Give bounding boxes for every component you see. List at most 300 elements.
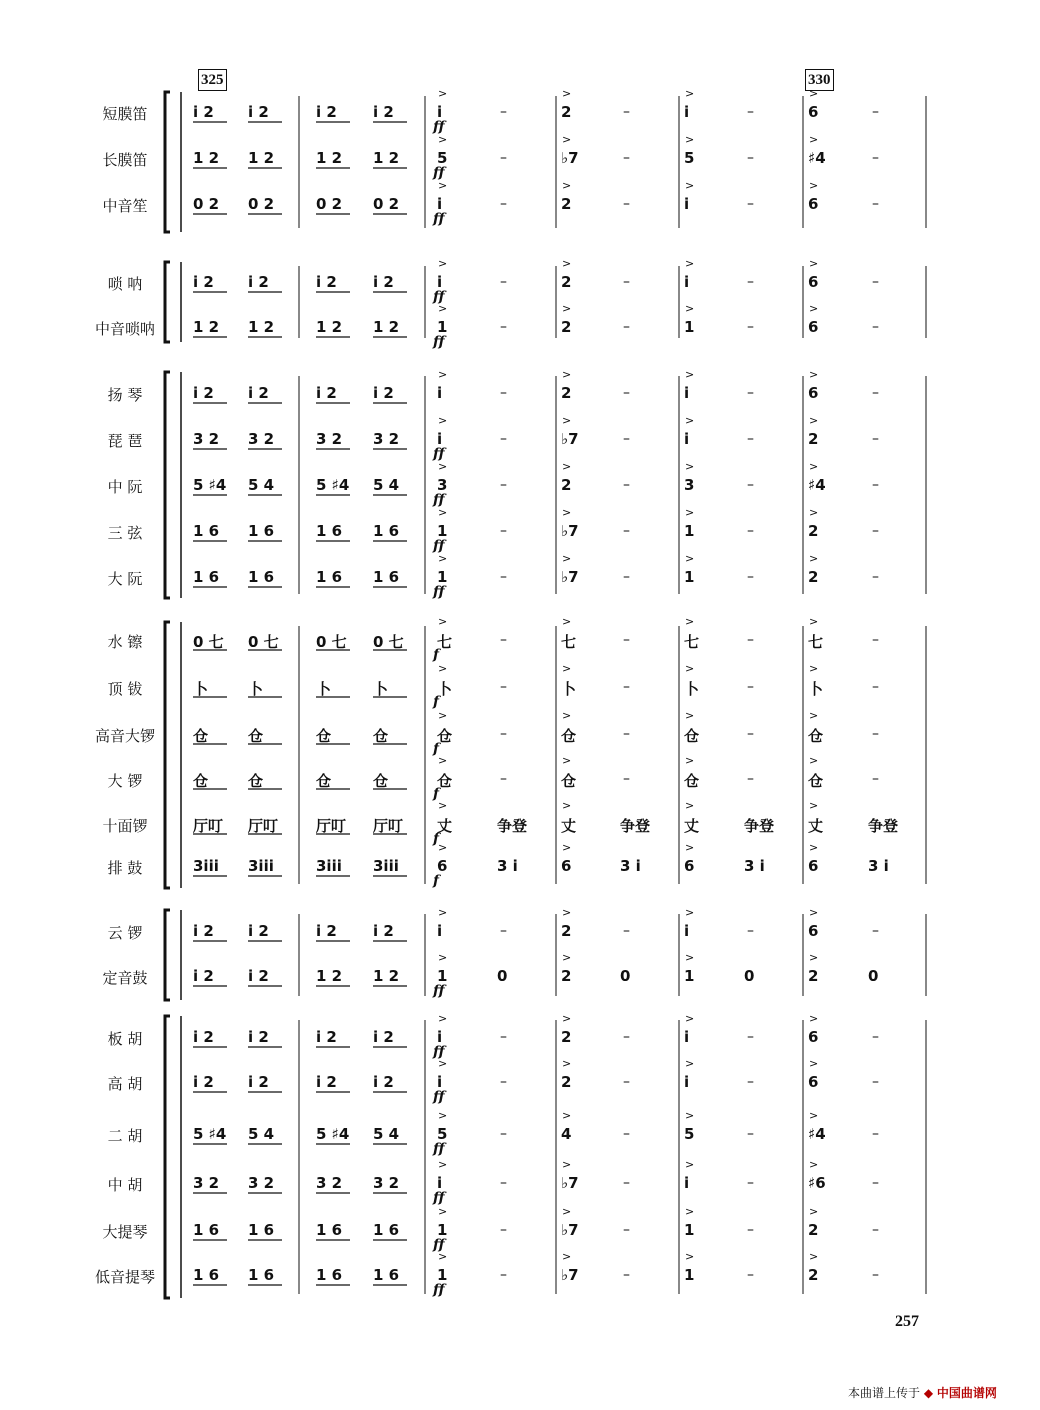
rest-dash: – (623, 150, 630, 166)
note-cell: 0 七 (248, 633, 279, 651)
note-cell: 1 6 (373, 1221, 400, 1239)
dynamic-marking: ff (433, 584, 445, 600)
rest-dash: – (872, 1175, 879, 1191)
instrument-name: 十面锣 (102, 817, 148, 835)
rest-dash: – (500, 150, 507, 166)
accent-mark: > (562, 951, 572, 964)
accent-mark: > (562, 906, 572, 919)
note-cell: 1 6 (248, 1266, 275, 1284)
instrument-name: 中音唢呐 (94, 320, 155, 338)
note-cell: 0 2 (373, 195, 400, 213)
dynamic-marking: f (433, 647, 440, 663)
note-cell: 3 2 (248, 1174, 275, 1192)
accent-mark: > (685, 1250, 695, 1263)
note-cell: i 2 (193, 967, 214, 985)
instrument-name: 大提琴 (102, 1223, 148, 1241)
accent-mark: > (562, 709, 572, 722)
accent-mark: > (562, 1109, 572, 1122)
accent-mark: > (685, 552, 695, 565)
dynamic-marking: ff (433, 1190, 445, 1206)
note-cell: ♭7 (561, 522, 579, 540)
note-cell: 仓 (808, 727, 824, 745)
accent-mark: > (809, 133, 819, 146)
note-cell: 仓 (316, 727, 332, 745)
rest-dash: – (500, 632, 507, 648)
rest-dash: – (500, 679, 507, 695)
rest-dash: – (500, 923, 507, 939)
rest-dash: – (500, 523, 507, 539)
instrument-name: 排 鼓 (107, 859, 143, 877)
instrument-name: 三 弦 (107, 524, 143, 542)
instrument-name: 板 胡 (107, 1030, 143, 1048)
accent-mark: > (809, 799, 819, 812)
note-cell: i 2 (373, 273, 394, 291)
note-cell: 2 (561, 384, 572, 402)
note-cell: ♭7 (561, 1221, 579, 1239)
note-cell: 仓 (808, 772, 824, 790)
accent-mark: > (685, 1158, 695, 1171)
dynamic-marking: ff (433, 165, 445, 181)
rest-dash: – (623, 569, 630, 585)
note-cell: i 2 (248, 1073, 269, 1091)
dynamic-marking: f (433, 786, 440, 802)
note-cell: 5 (684, 1125, 695, 1143)
accent-mark: > (685, 1205, 695, 1218)
note-cell: 3iii (248, 857, 274, 875)
instrument-name: 琵 琶 (107, 432, 143, 450)
accent-mark: > (809, 460, 819, 473)
accent-mark: > (809, 1158, 819, 1171)
accent-mark: > (438, 709, 448, 722)
rest-dash: – (623, 319, 630, 335)
note-cell: i 2 (193, 1073, 214, 1091)
note-cell: 2 (808, 430, 819, 448)
rest-dash: – (872, 274, 879, 290)
accent-mark: > (809, 615, 819, 628)
accent-mark: > (809, 906, 819, 919)
site-logo-icon: ◆ (923, 1386, 934, 1400)
accent-mark: > (438, 552, 448, 565)
dynamic-marking: ff (433, 1282, 445, 1298)
accent-mark: > (685, 799, 695, 812)
note-cell: ♭7 (561, 1266, 579, 1284)
note-cell: i 2 (316, 1073, 337, 1091)
accent-mark: > (685, 906, 695, 919)
note-cell: 厅叮 (248, 817, 279, 835)
rest-dash: – (623, 726, 630, 742)
dynamic-marking: ff (433, 211, 445, 227)
note-cell: 仓 (437, 772, 453, 790)
dynamic-marking: ff (433, 446, 445, 462)
note-cell: i (437, 1174, 443, 1192)
note-cell: 1 6 (373, 522, 400, 540)
note-cell: 仓 (684, 772, 700, 790)
note-cell: i (684, 195, 690, 213)
accent-mark: > (809, 951, 819, 964)
note-cell: 1 2 (193, 149, 220, 167)
rest-dash: – (747, 569, 754, 585)
accent-mark: > (562, 1158, 572, 1171)
note-cell: i 2 (373, 103, 394, 121)
note-cell: i 2 (193, 273, 214, 291)
note-cell: 0 2 (248, 195, 275, 213)
note-cell: 卜 (316, 680, 332, 698)
measure-number-330: 330 (805, 69, 834, 91)
note-cell: 七 (437, 633, 453, 651)
note-cell: i 2 (316, 273, 337, 291)
dynamic-marking: ff (433, 983, 445, 999)
note-cell: 3 2 (193, 430, 220, 448)
note-cell: 5 4 (373, 1125, 400, 1143)
instrument-name: 云 锣 (107, 924, 143, 942)
rest-dash: – (623, 923, 630, 939)
note-cell: 0 2 (316, 195, 343, 213)
note-cell: 2 (561, 318, 572, 336)
rest-dash: – (500, 196, 507, 212)
note-cell: 仓 (248, 727, 264, 745)
rest-dash: – (872, 1074, 879, 1090)
accent-mark: > (562, 662, 572, 675)
rest-dash: – (623, 385, 630, 401)
note-cell: 仓 (684, 727, 700, 745)
accent-mark: > (685, 1109, 695, 1122)
note-cell: 2 (561, 922, 572, 940)
note-cell: 1 (437, 967, 448, 985)
note-cell: 仓 (373, 772, 389, 790)
accent-mark: > (438, 368, 448, 381)
note-cell: 5 (437, 149, 448, 167)
accent-mark: > (809, 87, 819, 100)
note-cell: i 2 (248, 103, 269, 121)
note-cell-extra: 争登 (497, 817, 528, 835)
accent-mark: > (438, 841, 448, 854)
note-cell: i (437, 922, 443, 940)
rest-dash: – (747, 1222, 754, 1238)
rest-dash: – (623, 431, 630, 447)
note-cell: 2 (561, 103, 572, 121)
note-cell: 1 6 (316, 568, 343, 586)
note-cell: 厅叮 (316, 817, 347, 835)
accent-mark: > (685, 662, 695, 675)
instrument-name: 顶 钹 (107, 680, 143, 698)
note-cell: 6 (808, 922, 819, 940)
note-cell: 5 ♯4 (193, 1125, 227, 1143)
instrument-name: 扬 琴 (107, 386, 143, 404)
rest-dash: – (872, 632, 879, 648)
rest-dash: – (500, 1175, 507, 1191)
accent-mark: > (562, 460, 572, 473)
dynamic-marking: ff (433, 1141, 445, 1157)
dynamic-marking: ff (433, 1237, 445, 1253)
note-cell: 6 (437, 857, 448, 875)
note-cell: i (684, 273, 690, 291)
note-cell: 卜 (248, 680, 264, 698)
rest-dash: – (623, 1029, 630, 1045)
accent-mark: > (562, 368, 572, 381)
note-cell: 1 (684, 568, 695, 586)
note-cell: i (684, 1028, 690, 1046)
accent-mark: > (685, 754, 695, 767)
note-cell: 1 (437, 1221, 448, 1239)
note-cell: i (684, 922, 690, 940)
instrument-name: 长膜笛 (102, 151, 148, 169)
instrument-name: 中 胡 (107, 1176, 143, 1194)
accent-mark: > (809, 257, 819, 270)
accent-mark: > (562, 414, 572, 427)
note-cell: 1 (684, 967, 695, 985)
note-cell: 丈 (437, 817, 453, 835)
note-cell: 1 2 (373, 967, 400, 985)
note-cell: 丈 (684, 817, 700, 835)
rest-dash: – (747, 726, 754, 742)
note-cell: 1 2 (248, 318, 275, 336)
accent-mark: > (562, 133, 572, 146)
note-cell: 1 2 (316, 967, 343, 985)
accent-mark: > (438, 133, 448, 146)
rest-dash: – (500, 431, 507, 447)
accent-mark: > (562, 799, 572, 812)
rest-dash: – (872, 679, 879, 695)
accent-mark: > (685, 1012, 695, 1025)
rest-dash: – (872, 431, 879, 447)
rest-dash: – (623, 1074, 630, 1090)
note-cell: 3iii (316, 857, 342, 875)
note-cell: 6 (808, 318, 819, 336)
note-cell: 1 2 (373, 318, 400, 336)
note-cell-extra: 3 i (620, 857, 641, 875)
note-cell: i 2 (248, 1028, 269, 1046)
rest-dash: – (623, 1175, 630, 1191)
note-cell: i 2 (193, 922, 214, 940)
dynamic-marking: ff (433, 1089, 445, 1105)
rest-dash: – (623, 523, 630, 539)
accent-mark: > (809, 1205, 819, 1218)
accent-mark: > (438, 460, 448, 473)
rest-dash: – (872, 477, 879, 493)
note-cell: i 2 (316, 384, 337, 402)
accent-mark: > (685, 133, 695, 146)
note-cell: i (684, 430, 690, 448)
rest-dash: – (500, 1029, 507, 1045)
note-cell: 1 6 (373, 1266, 400, 1284)
note-cell: 6 (808, 1073, 819, 1091)
dynamic-marking: ff (433, 538, 445, 554)
note-cell: 5 4 (373, 476, 400, 494)
accent-mark: > (438, 1158, 448, 1171)
note-cell: 仓 (316, 772, 332, 790)
instrument-name: 大 锣 (107, 772, 143, 790)
note-cell: 6 (808, 195, 819, 213)
note-cell: 1 6 (248, 522, 275, 540)
note-cell: 2 (561, 967, 572, 985)
note-cell: 6 (808, 273, 819, 291)
note-cell: 仓 (248, 772, 264, 790)
instrument-name: 短膜笛 (102, 105, 148, 123)
note-cell: i 2 (193, 384, 214, 402)
note-cell: 5 4 (248, 1125, 275, 1143)
note-cell: 1 2 (316, 318, 343, 336)
accent-mark: > (685, 179, 695, 192)
rest-dash: – (623, 274, 630, 290)
note-cell: 6 (808, 857, 819, 875)
accent-mark: > (809, 414, 819, 427)
accent-mark: > (809, 1109, 819, 1122)
note-cell: 0 七 (316, 633, 347, 651)
footer-site-name: 中国曲谱网 (936, 1386, 997, 1400)
note-cell: 1 (437, 318, 448, 336)
note-cell: 厅叮 (193, 817, 224, 835)
rest-dash: – (872, 385, 879, 401)
accent-mark: > (562, 754, 572, 767)
rest-dash: – (623, 1267, 630, 1283)
note-cell: 0 七 (193, 633, 224, 651)
note-cell: 1 2 (316, 149, 343, 167)
note-cell: i 2 (373, 1073, 394, 1091)
note-cell: 2 (808, 967, 819, 985)
rest-dash: – (872, 523, 879, 539)
note-cell: i (684, 103, 690, 121)
accent-mark: > (809, 506, 819, 519)
note-cell: 5 (437, 1125, 448, 1143)
note-cell: 卜 (808, 680, 824, 698)
instrument-name: 水 镲 (107, 633, 143, 651)
rest-dash: – (500, 771, 507, 787)
note-cell: ♭7 (561, 149, 579, 167)
rest-dash: – (500, 385, 507, 401)
note-cell: 1 2 (373, 149, 400, 167)
note-cell: 5 4 (248, 476, 275, 494)
rest-dash: – (747, 196, 754, 212)
note-cell: 1 (437, 522, 448, 540)
rest-dash: – (623, 679, 630, 695)
note-cell: 4 (561, 1125, 572, 1143)
instrument-name: 唢 呐 (107, 275, 143, 293)
accent-mark: > (685, 841, 695, 854)
note-cell: 仓 (373, 727, 389, 745)
note-cell: 丈 (808, 817, 824, 835)
note-cell: i (437, 384, 443, 402)
accent-mark: > (562, 302, 572, 315)
rest-dash: – (500, 1074, 507, 1090)
note-cell: i (437, 103, 443, 121)
instrument-name: 中 阮 (107, 478, 143, 496)
footer-prefix: 本曲谱上传于 (848, 1386, 921, 1400)
accent-mark: > (562, 1205, 572, 1218)
rest-dash: – (747, 1074, 754, 1090)
rest-dash: – (872, 726, 879, 742)
note-cell-extra: 争登 (744, 817, 775, 835)
measure-number-325: 325 (198, 69, 227, 91)
page-number: 257 (895, 1313, 919, 1330)
note-cell: 3 2 (373, 1174, 400, 1192)
accent-mark: > (438, 951, 448, 964)
accent-mark: > (809, 302, 819, 315)
note-cell: 1 6 (193, 1221, 220, 1239)
dynamic-marking: f (433, 741, 440, 757)
rest-dash: – (872, 319, 879, 335)
accent-mark: > (809, 841, 819, 854)
rest-dash: – (500, 319, 507, 335)
note-cell: 仓 (561, 727, 577, 745)
note-cell: 6 (808, 384, 819, 402)
accent-mark: > (438, 179, 448, 192)
rest-dash: – (747, 477, 754, 493)
accent-mark: > (562, 1250, 572, 1263)
accent-mark: > (438, 615, 448, 628)
note-cell: 1 6 (316, 1266, 343, 1284)
note-cell: 3 2 (248, 430, 275, 448)
note-cell: i (684, 384, 690, 402)
note-cell: i 2 (248, 273, 269, 291)
note-cell-extra: 3 i (868, 857, 889, 875)
accent-mark: > (438, 414, 448, 427)
note-cell-extra: 0 (744, 967, 755, 985)
note-cell: i 2 (193, 103, 214, 121)
note-cell: 七 (684, 633, 700, 651)
dynamic-marking: f (433, 694, 440, 710)
note-cell: 1 6 (373, 568, 400, 586)
accent-mark: > (438, 506, 448, 519)
dynamic-marking: f (433, 831, 440, 847)
note-cell: 0 2 (193, 195, 220, 213)
note-cell: i (437, 430, 443, 448)
note-cell: i (437, 273, 443, 291)
note-cell: 1 6 (316, 1221, 343, 1239)
instrument-name: 大 阮 (107, 570, 143, 588)
rest-dash: – (500, 1222, 507, 1238)
note-cell: 2 (561, 195, 572, 213)
instrument-name: 中音笙 (102, 197, 148, 215)
note-cell: i (684, 1073, 690, 1091)
rest-dash: – (872, 1126, 879, 1142)
note-cell: 1 2 (193, 318, 220, 336)
rest-dash: – (747, 1029, 754, 1045)
rest-dash: – (747, 150, 754, 166)
note-cell: i 2 (248, 967, 269, 985)
rest-dash: – (623, 771, 630, 787)
note-cell: 仓 (193, 772, 209, 790)
note-cell-extra: 3 i (744, 857, 765, 875)
accent-mark: > (438, 1057, 448, 1070)
note-cell: 1 2 (248, 149, 275, 167)
accent-mark: > (809, 1012, 819, 1025)
note-cell: 1 (684, 318, 695, 336)
note-cell: 3iii (373, 857, 399, 875)
instrument-name: 定音鼓 (102, 969, 148, 987)
note-cell: ♯4 (808, 1125, 826, 1143)
rest-dash: – (623, 477, 630, 493)
accent-mark: > (438, 302, 448, 315)
accent-mark: > (438, 799, 448, 812)
note-cell: 5 ♯4 (316, 476, 350, 494)
note-cell: 2 (561, 476, 572, 494)
rest-dash: – (623, 196, 630, 212)
accent-mark: > (562, 506, 572, 519)
note-cell-extra: 争登 (620, 817, 651, 835)
note-cell: i 2 (373, 922, 394, 940)
accent-mark: > (562, 1057, 572, 1070)
note-cell: 1 6 (193, 1266, 220, 1284)
note-cell: 仓 (561, 772, 577, 790)
note-cell: ♯6 (808, 1174, 826, 1192)
note-cell: i 2 (316, 1028, 337, 1046)
note-cell: 3 2 (316, 430, 343, 448)
accent-mark: > (685, 709, 695, 722)
note-cell: 1 (437, 568, 448, 586)
rest-dash: – (747, 274, 754, 290)
note-cell: 1 6 (193, 522, 220, 540)
note-cell: i (437, 1073, 443, 1091)
